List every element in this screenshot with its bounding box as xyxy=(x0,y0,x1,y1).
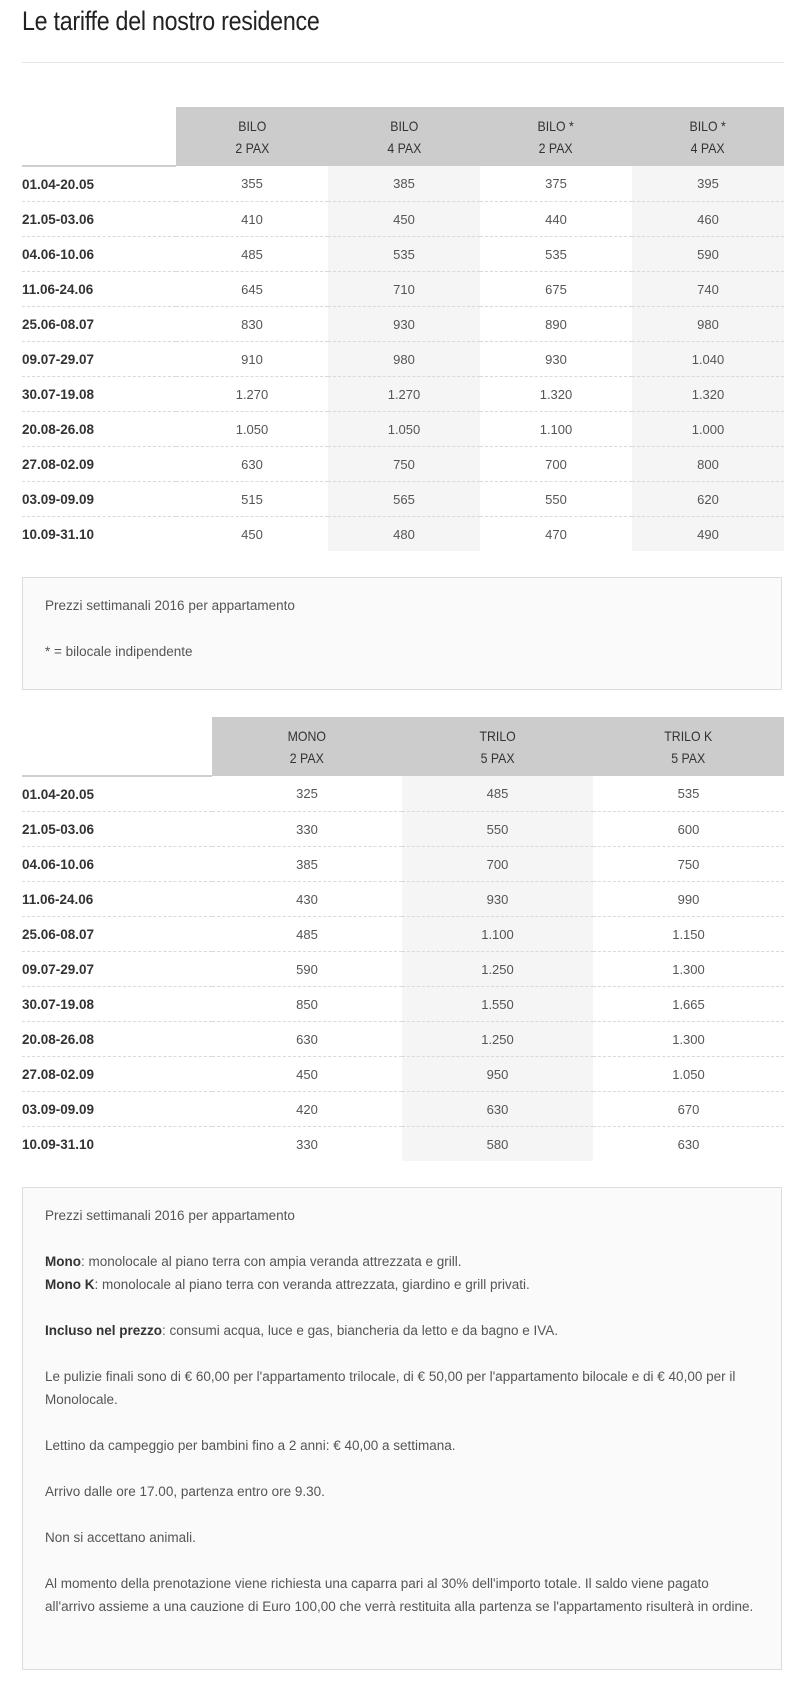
price-cell: 450 xyxy=(241,526,263,542)
period-cell: 21.05-03.06 xyxy=(22,812,212,847)
price-cell: 675 xyxy=(480,272,632,307)
period-cell: 04.06-10.06 xyxy=(22,847,212,882)
period-cell: 09.07-29.07 xyxy=(22,952,212,987)
price-cell: 330 xyxy=(212,812,402,847)
price-cell: 385 xyxy=(212,847,402,882)
table-row xyxy=(22,307,784,342)
period-cell: 11.06-24.06 xyxy=(22,882,212,917)
period-cell: 25.06-08.07 xyxy=(22,917,212,952)
note-box-bilo xyxy=(22,577,782,690)
period-cell: 01.04-20.05 xyxy=(22,776,212,812)
price-cell: 460 xyxy=(632,202,784,237)
price-cell: 1.320 xyxy=(632,377,784,412)
price-cell: 485 xyxy=(402,776,593,812)
table-row xyxy=(22,847,784,882)
price-cell: 1.270 xyxy=(176,377,328,412)
price-cell: 1.300 xyxy=(593,1022,784,1057)
price-cell: 850 xyxy=(212,987,402,1022)
column-header-label: TRILO 5 PAX xyxy=(479,727,516,766)
period-cell: 21.05-03.06 xyxy=(22,202,176,237)
price-cell: 980 xyxy=(632,307,784,342)
price-cell: 1.250 xyxy=(402,1022,593,1057)
column-header-label: TRILO K 5 PAX xyxy=(664,727,713,766)
period-cell: 03.09-09.09 xyxy=(22,1092,212,1127)
table-row xyxy=(22,882,784,917)
table-row xyxy=(22,482,784,517)
table-row xyxy=(22,1057,784,1092)
table-row xyxy=(22,517,784,552)
period-cell: 10.09-31.10 xyxy=(22,526,95,542)
price-cell: 430 xyxy=(212,882,402,917)
table-row xyxy=(22,202,784,237)
price-cell: 485 xyxy=(176,237,328,272)
period-cell: 25.06-08.07 xyxy=(22,307,176,342)
price-cell: 890 xyxy=(480,307,632,342)
column-header-label: BILO 2 PAX xyxy=(234,117,270,156)
price-cell: 590 xyxy=(212,952,402,987)
price-cell: 630 xyxy=(176,447,328,482)
price-cell: 930 xyxy=(402,882,593,917)
price-cell: 470 xyxy=(545,526,567,542)
price-cell: 485 xyxy=(212,917,402,952)
price-cell: 1.550 xyxy=(402,987,593,1022)
price-cell: 410 xyxy=(176,202,328,237)
table-row xyxy=(22,377,784,412)
price-cell: 620 xyxy=(632,482,784,517)
table-header-row xyxy=(22,107,784,166)
price-cell: 750 xyxy=(593,847,784,882)
price-cell: 1.040 xyxy=(632,342,784,377)
price-cell: 670 xyxy=(593,1092,784,1127)
column-header xyxy=(402,717,593,776)
price-cell: 990 xyxy=(593,882,784,917)
note-box-info xyxy=(22,1187,782,1670)
period-cell: 03.09-09.09 xyxy=(22,482,176,517)
price-cell: 630 xyxy=(677,1136,700,1152)
cot-note: Lettino da campeggio per bambini fino a 2 anni: € 40,00 a settimana. xyxy=(45,1438,456,1453)
price-cell: 750 xyxy=(328,447,480,482)
price-cell: 1.100 xyxy=(480,412,632,447)
period-cell: 04.06-10.06 xyxy=(22,237,176,272)
period-cell: 09.07-29.07 xyxy=(22,342,176,377)
period-cell: 30.07-19.08 xyxy=(22,987,212,1022)
cleaning-note: Le pulizie finali sono di € 60,00 per l'appartamento trilocale, di € 50,00 per l'appartamento bilocale e di € 40,00 per il Monolocale. xyxy=(45,1369,736,1407)
price-cell: 1.000 xyxy=(632,412,784,447)
price-cell: 440 xyxy=(480,202,632,237)
price-cell: 535 xyxy=(328,237,480,272)
price-cell: 1.320 xyxy=(480,377,632,412)
column-header xyxy=(176,107,328,166)
price-cell: 600 xyxy=(593,812,784,847)
price-cell: 830 xyxy=(176,307,328,342)
period-cell: 01.04-20.05 xyxy=(22,166,176,202)
column-header-label: BILO 4 PAX xyxy=(386,117,422,156)
table-row xyxy=(22,776,784,812)
price-cell: 565 xyxy=(328,482,480,517)
price-cell: 1.665 xyxy=(593,987,784,1022)
price-cell: 700 xyxy=(402,847,593,882)
price-cell: 550 xyxy=(402,812,593,847)
page-title: Le tariffe del nostro residence xyxy=(22,6,320,36)
mono-text: : monolocale al piano terra con ampia veranda attrezzata e grill. xyxy=(81,1254,462,1269)
price-cell: 1.100 xyxy=(402,917,593,952)
period-cell: 20.08-26.08 xyxy=(22,1022,212,1057)
price-cell: 325 xyxy=(212,776,402,812)
column-header xyxy=(328,107,480,166)
price-cell: 450 xyxy=(328,202,480,237)
pets-note: Non si accettano animali. xyxy=(45,1530,196,1545)
price-cell: 1.300 xyxy=(593,952,784,987)
column-header-label: MONO 2 PAX xyxy=(287,727,327,766)
table-row xyxy=(22,812,784,847)
period-cell: 27.08-02.09 xyxy=(22,447,176,482)
price-cell: 1.050 xyxy=(328,412,480,447)
checkin-note: Arrivo dalle ore 17.00, partenza entro ore 9.30. xyxy=(45,1484,325,1499)
price-cell: 330 xyxy=(296,1136,318,1152)
price-cell: 1.050 xyxy=(176,412,328,447)
price-cell: 930 xyxy=(480,342,632,377)
price-cell: 420 xyxy=(212,1092,402,1127)
title-divider xyxy=(22,62,784,63)
price-cell: 630 xyxy=(212,1022,402,1057)
deposit-note: Al momento della prenotazione viene richiesta una caparra pari al 30% dell'importo totale. Il saldo viene pagato all'arrivo assieme a una cauzione di Euro 100,00 che verrà restituita alla partenza se l'appartamento risulterà in ordine. xyxy=(45,1576,754,1614)
note-line: Prezzi settimanali 2016 per appartamento xyxy=(45,1208,295,1223)
price-cell: 980 xyxy=(328,342,480,377)
price-cell: 700 xyxy=(480,447,632,482)
price-cell: 450 xyxy=(212,1057,402,1092)
monok-label: Mono K xyxy=(45,1277,95,1292)
price-cell: 930 xyxy=(328,307,480,342)
price-cell: 355 xyxy=(176,166,328,202)
price-cell: 515 xyxy=(176,482,328,517)
price-cell: 950 xyxy=(402,1057,593,1092)
table-row xyxy=(22,237,784,272)
table-row xyxy=(22,447,784,482)
table-row xyxy=(22,412,784,447)
table-row xyxy=(22,342,784,377)
period-cell: 11.06-24.06 xyxy=(22,272,176,307)
price-cell: 375 xyxy=(480,166,632,202)
price-cell: 385 xyxy=(328,166,480,202)
column-header-label: BILO * 4 PAX xyxy=(689,117,727,156)
price-cell: 800 xyxy=(632,447,784,482)
price-cell: 630 xyxy=(402,1092,593,1127)
table-row xyxy=(22,1127,784,1162)
price-cell: 1.050 xyxy=(593,1057,784,1092)
price-cell: 1.250 xyxy=(402,952,593,987)
price-cell: 395 xyxy=(632,166,784,202)
table-row xyxy=(22,917,784,952)
column-header-label: BILO * 2 PAX xyxy=(537,117,575,156)
column-header xyxy=(480,107,632,166)
price-cell: 710 xyxy=(328,272,480,307)
apartment-descriptions xyxy=(45,1250,759,1296)
price-cell: 580 xyxy=(402,1127,593,1162)
note-line: * = bilocale indipendente xyxy=(45,644,193,659)
table-row xyxy=(22,952,784,987)
price-cell: 910 xyxy=(176,342,328,377)
table-row xyxy=(22,1092,784,1127)
monok-text: : monolocale al piano terra con veranda attrezzata, giardino e grill privati. xyxy=(94,1277,530,1292)
price-cell: 535 xyxy=(480,237,632,272)
table-row xyxy=(22,166,784,202)
table-row xyxy=(22,272,784,307)
header-blank-cell xyxy=(22,107,176,166)
column-header xyxy=(632,107,784,166)
price-cell: 1.270 xyxy=(328,377,480,412)
table-row xyxy=(22,987,784,1022)
table-header-row xyxy=(22,717,784,776)
price-cell: 535 xyxy=(593,776,784,812)
rates-table-bilo xyxy=(22,107,784,551)
period-cell: 10.09-31.10 xyxy=(22,1136,95,1152)
price-cell: 740 xyxy=(632,272,784,307)
header-blank-cell xyxy=(22,717,212,776)
mono-label: Mono xyxy=(45,1254,81,1269)
table-row xyxy=(22,1022,784,1057)
price-cell: 490 xyxy=(632,517,784,552)
period-cell: 27.08-02.09 xyxy=(22,1057,212,1092)
price-cell: 645 xyxy=(176,272,328,307)
price-cell: 480 xyxy=(328,517,480,552)
column-header xyxy=(212,717,402,776)
column-header xyxy=(593,717,784,776)
price-cell: 550 xyxy=(480,482,632,517)
price-cell: 1.150 xyxy=(593,917,784,952)
rates-table-mono-trilo xyxy=(22,717,784,1161)
note-line: Prezzi settimanali 2016 per appartamento xyxy=(45,598,295,613)
included-label: Incluso nel prezzo xyxy=(45,1323,163,1338)
included-text: : consumi acqua, luce e gas, biancheria da letto e da bagno e IVA. xyxy=(162,1323,559,1338)
period-cell: 30.07-19.08 xyxy=(22,377,176,412)
included-line xyxy=(45,1319,759,1342)
period-cell: 20.08-26.08 xyxy=(22,412,176,447)
price-cell: 590 xyxy=(632,237,784,272)
